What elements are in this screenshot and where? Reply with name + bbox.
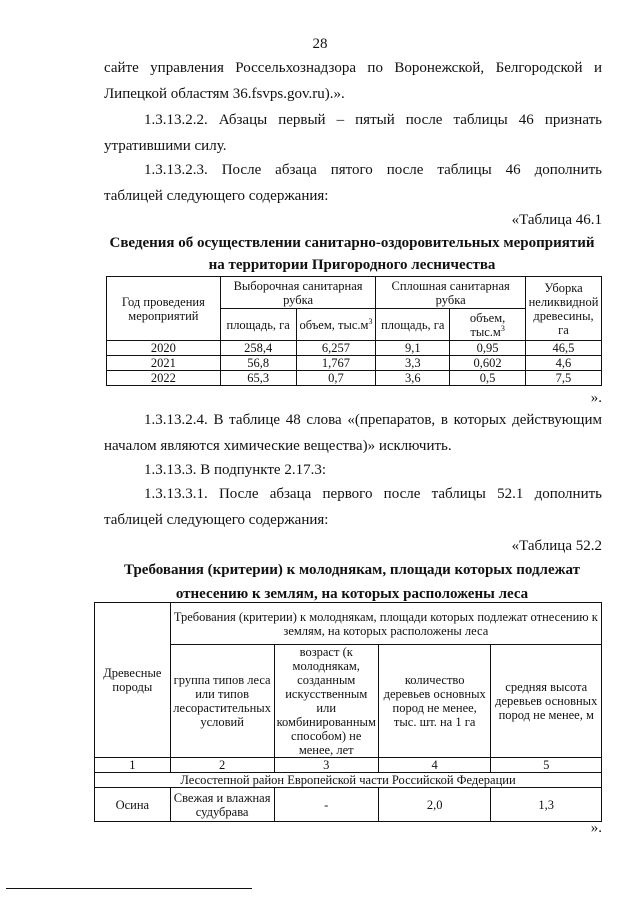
table-title (96, 558, 608, 606)
header-age: возраст (к молоднякам, созданным искусственным или комбинированным способом) не менее, лет (274, 645, 378, 758)
page-number: 28 (312, 36, 328, 52)
table-row: 2021 56,8 1,767 3,3 0,602 4,6 (107, 356, 602, 371)
table-label: «Таблица 46.1 (511, 212, 602, 228)
paragraph-line: 1.3.13.2.2. Абзацы первый – пятый после таблицы 46 признать (144, 112, 602, 128)
paragraph-line: 1.3.13.2.3. После абзаца пятого после таблицы 46 дополнить (144, 162, 602, 178)
paragraph-line: сайте управления Россельхознадзора по Воронежской, Белгородской и (104, 60, 602, 76)
closing-quote: ». (590, 390, 602, 406)
young-stands-requirements-table (94, 602, 602, 822)
table-title-line: Требования (критерии) к молоднякам, площади которых подлежат (124, 562, 580, 578)
paragraph-line: таблицей следующего содержания: (104, 512, 329, 528)
paragraph-line: 1.3.13.3. В подпункте 2.17.3: (144, 462, 327, 478)
sanitary-measures-table (106, 276, 602, 386)
paragraph-line: 1.3.13.2.4. В таблице 48 слова «(препаратов, в которых действующим (144, 412, 602, 428)
table-row: 2022 65,3 0,7 3,6 0,5 7,5 (107, 371, 602, 386)
table-title-line: на территории Пригородного лесничества (208, 257, 496, 273)
header-clear-felling: Сплошная санитарная рубка (376, 277, 526, 309)
header-area: площадь, га (376, 309, 450, 341)
header-area: площадь, га (220, 309, 296, 341)
region-row: Лесостепной район Европейской части Российской Федерации (95, 773, 602, 788)
paragraph-line: 1.3.13.3.1. После абзаца первого после таблицы 52.1 дополнить (144, 486, 602, 502)
header-volume: объем, $тыс.м^3$ (450, 309, 526, 341)
header-forest-type: группа типов леса или типов лесорастительных условий (170, 645, 274, 758)
footer-rule (6, 888, 252, 889)
header-requirements: Требования (критерии) к молоднякам, площади которых подлежат отнесению к землям, на которых расположены леса (170, 603, 601, 645)
header-selective-felling: Выборочная санитарная рубка (220, 277, 376, 309)
paragraph-line: началом являются химические вещества)» исключить. (104, 438, 452, 454)
paragraph-line: таблицей следующего содержания: (104, 188, 329, 204)
header-average-height: средняя высота деревьев основных пород не менее, м (491, 645, 602, 758)
header-tree-count: количество деревьев основных пород не менее, тыс. шт. на 1 га (378, 645, 491, 758)
closing-quote: ». (590, 820, 602, 836)
table-row: 2020 258,4 6,257 9,1 0,95 46,5 (107, 341, 602, 356)
header-year: Год проведения мероприятий (107, 277, 221, 341)
paragraph-line: утратившими силу. (104, 138, 227, 154)
table-title-line: отнесению к землям, на которых расположены леса (175, 586, 529, 602)
table-title (96, 232, 608, 276)
paragraph-line: Липецкой областям 36.fsvps.gov.ru).». (104, 86, 345, 102)
table-title-line: Сведения об осуществлении санитарно-оздоровительных мероприятий (109, 235, 595, 251)
table-label: «Таблица 52.2 (511, 538, 602, 554)
header-species: Древесные породы (95, 603, 171, 758)
column-numbers-row: 1 2 3 4 5 (95, 758, 602, 773)
header-volume: объем, $тыс.м^3$ (296, 309, 376, 341)
table-row: Осина Свежая и влажная судубрава - 2,0 1,3 (95, 788, 602, 822)
header-cleanup: Уборка неликвидной древесины, га (525, 277, 601, 341)
